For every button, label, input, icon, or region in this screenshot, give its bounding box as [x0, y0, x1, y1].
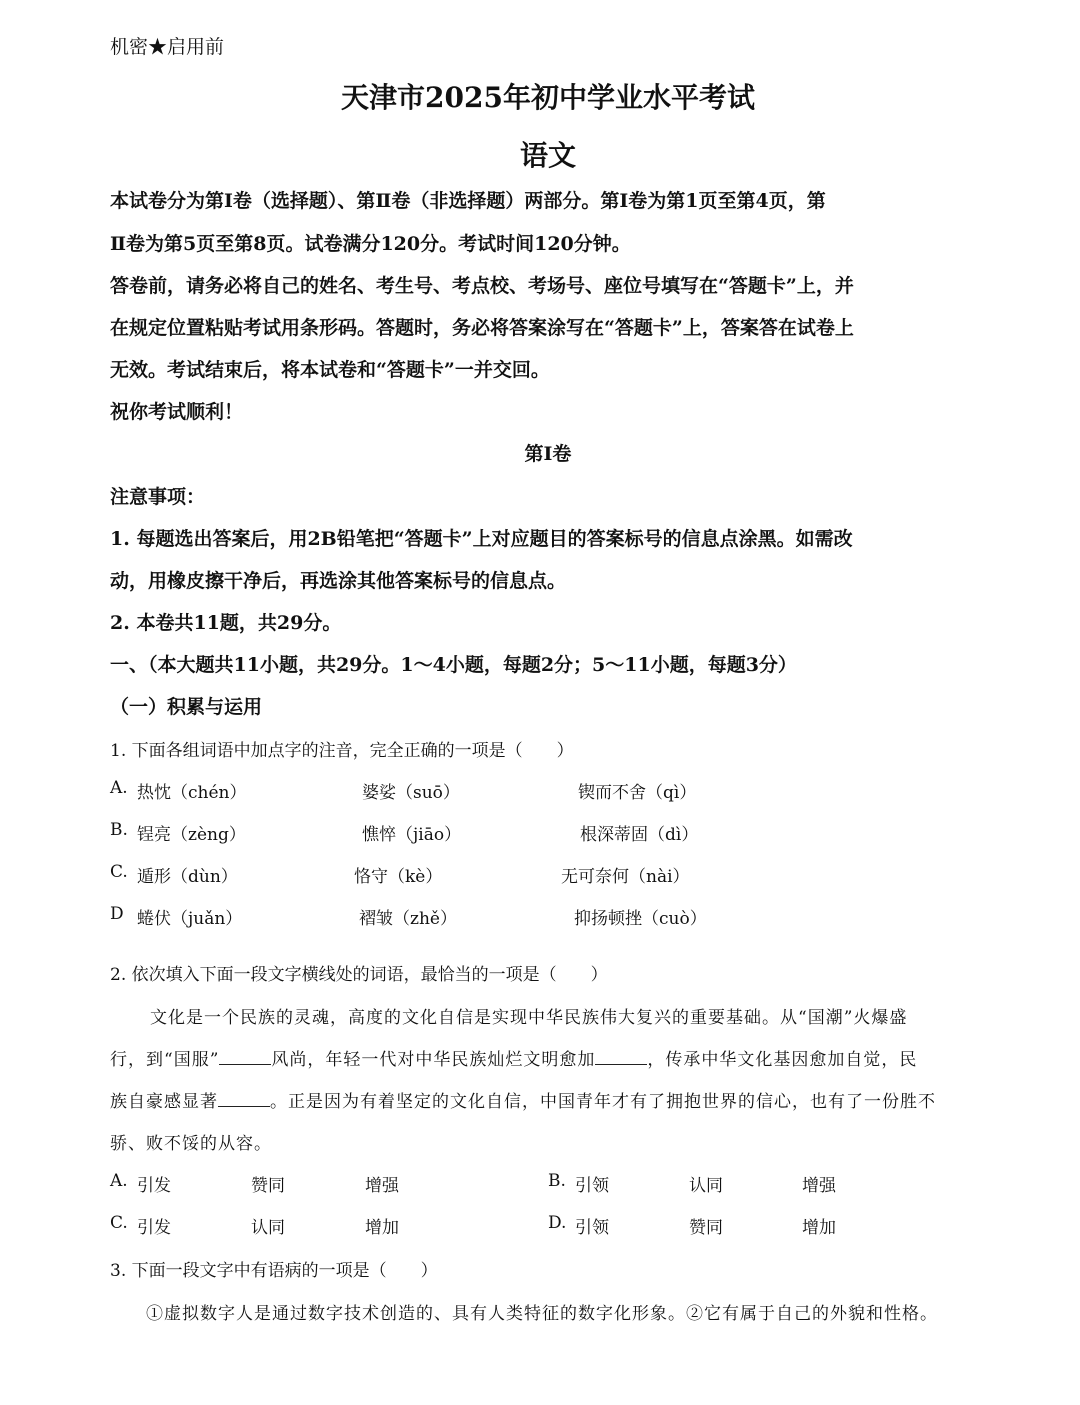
- option-item: 增强: [802, 1176, 836, 1196]
- intro-line: 本试卷分为第Ⅰ卷（选择题）、第Ⅱ卷（非选择题）两部分。第Ⅰ卷为第1页至第4页，第: [110, 190, 826, 212]
- option-item: 增加: [365, 1218, 399, 1238]
- q2-passage-line: [110, 1087, 936, 1112]
- intro-line: 无效。考试结束后，将本试卷和“答题卡”一并交回。: [110, 359, 550, 381]
- fill-blank-3: [218, 1092, 270, 1107]
- option-item: 抑扬顿挫（cuò）: [574, 909, 707, 929]
- question-1-stem: 1. 下面各组词语中加点字的注音，完全正确的一项是（ ）: [110, 741, 574, 761]
- q2-passage-line: [110, 1045, 917, 1070]
- option-item: 根深蒂固（dì）: [580, 825, 699, 845]
- option-item: 赞同: [689, 1218, 723, 1238]
- option-label: D.: [548, 1213, 567, 1233]
- q2-passage-line: 骄、败不馁的从容。: [110, 1134, 272, 1154]
- confidential-mark: 机密★启用前: [110, 36, 225, 58]
- option-item: 增加: [802, 1218, 836, 1238]
- volume-heading: 第Ⅰ卷: [524, 443, 572, 465]
- question-3-stem: 3. 下面一段文字中有语病的一项是（ ）: [110, 1261, 438, 1281]
- section-heading: 一、（本大题共11小题，共29分。1～4小题，每题2分；5～11小题，每题3分）: [110, 654, 797, 676]
- subject-title: 语文: [519, 139, 576, 172]
- passage-text: 。正是因为有着坚定的文化自信，中国青年才有了拥抱世界的信心，也有了一份胜不: [270, 1092, 936, 1112]
- option-item: 褶皱（zhě）: [359, 909, 457, 929]
- passage-text: 风尚，年轻一代对中华民族灿烂文明愈加: [271, 1050, 596, 1070]
- subsection-heading: （一）积累与运用: [110, 696, 263, 718]
- passage-text: 行，到“国服”: [110, 1050, 220, 1070]
- option-item: 蜷伏（juǎn）: [137, 909, 243, 929]
- option-item: 无可奈何（nài）: [561, 867, 690, 887]
- option-item: 赞同: [251, 1176, 285, 1196]
- intro-line: 在规定位置粘贴考试用条形码。答题时，务必将答案涂写在“答题卡”上，答案答在试卷上: [110, 317, 854, 339]
- option-item: 认同: [689, 1176, 723, 1196]
- note-line: 动，用橡皮擦干净后，再选涂其他答案标号的信息点。: [110, 570, 567, 592]
- note-line: 1. 每题选出答案后，用2B铅笔把“答题卡”上对应题目的答案标号的信息点涂黑。如需改: [110, 528, 853, 550]
- option-item: 引领: [575, 1218, 609, 1238]
- option-item: 增强: [365, 1176, 399, 1196]
- option-label: A.: [110, 778, 128, 798]
- option-label: B.: [548, 1171, 566, 1191]
- intro-line: Ⅱ卷为第5页至第8页。试卷满分120分。考试时间120分钟。: [110, 233, 631, 255]
- notes-heading: 注意事项：: [110, 486, 206, 508]
- note-line: 2. 本卷共11题，共29分。: [110, 612, 342, 634]
- option-label: D: [110, 904, 124, 924]
- wish-line: 祝你考试顺利！: [110, 401, 244, 423]
- fill-blank-2: [595, 1050, 647, 1065]
- exam-title: 天津市2025年初中学业水平考试: [341, 81, 755, 114]
- option-label: B.: [110, 820, 128, 840]
- option-item: 引发: [137, 1176, 171, 1196]
- option-item: 认同: [251, 1218, 285, 1238]
- fill-blank-1: [219, 1050, 271, 1065]
- option-item: 锲而不舍（qì）: [578, 783, 697, 803]
- passage-text: 族自豪感显著: [110, 1092, 218, 1112]
- option-label: A.: [110, 1171, 128, 1191]
- option-label: C.: [110, 862, 128, 882]
- option-item: 锃亮（zèng）: [137, 825, 246, 845]
- option-item: 恪守（kè）: [354, 867, 443, 887]
- option-item: 热忱（chén）: [137, 783, 247, 803]
- option-item: 婆娑（suō）: [362, 783, 460, 803]
- q3-passage-line: ①虚拟数字人是通过数字技术创造的、具有人类特征的数字化形象。②它有属于自己的外貌和性格。: [146, 1304, 938, 1324]
- option-item: 引领: [575, 1176, 609, 1196]
- option-item: 引发: [137, 1218, 171, 1238]
- option-item: 憔悴（jiāo）: [362, 825, 462, 845]
- question-2-stem: 2. 依次填入下面一段文字横线处的词语，最恰当的一项是（ ）: [110, 965, 608, 985]
- option-item: 遁形（dùn）: [137, 867, 238, 887]
- passage-text: ，传承中华文化基因愈加自觉，民: [647, 1050, 918, 1070]
- option-label: C.: [110, 1213, 128, 1233]
- q2-passage-line: 文化是一个民族的灵魂，高度的文化自信是实现中华民族伟大复兴的重要基础。从“国潮”火爆盛: [150, 1008, 908, 1028]
- intro-line: 答卷前，请务必将自己的姓名、考生号、考点校、考场号、座位号填写在“答题卡”上，并: [110, 275, 854, 297]
